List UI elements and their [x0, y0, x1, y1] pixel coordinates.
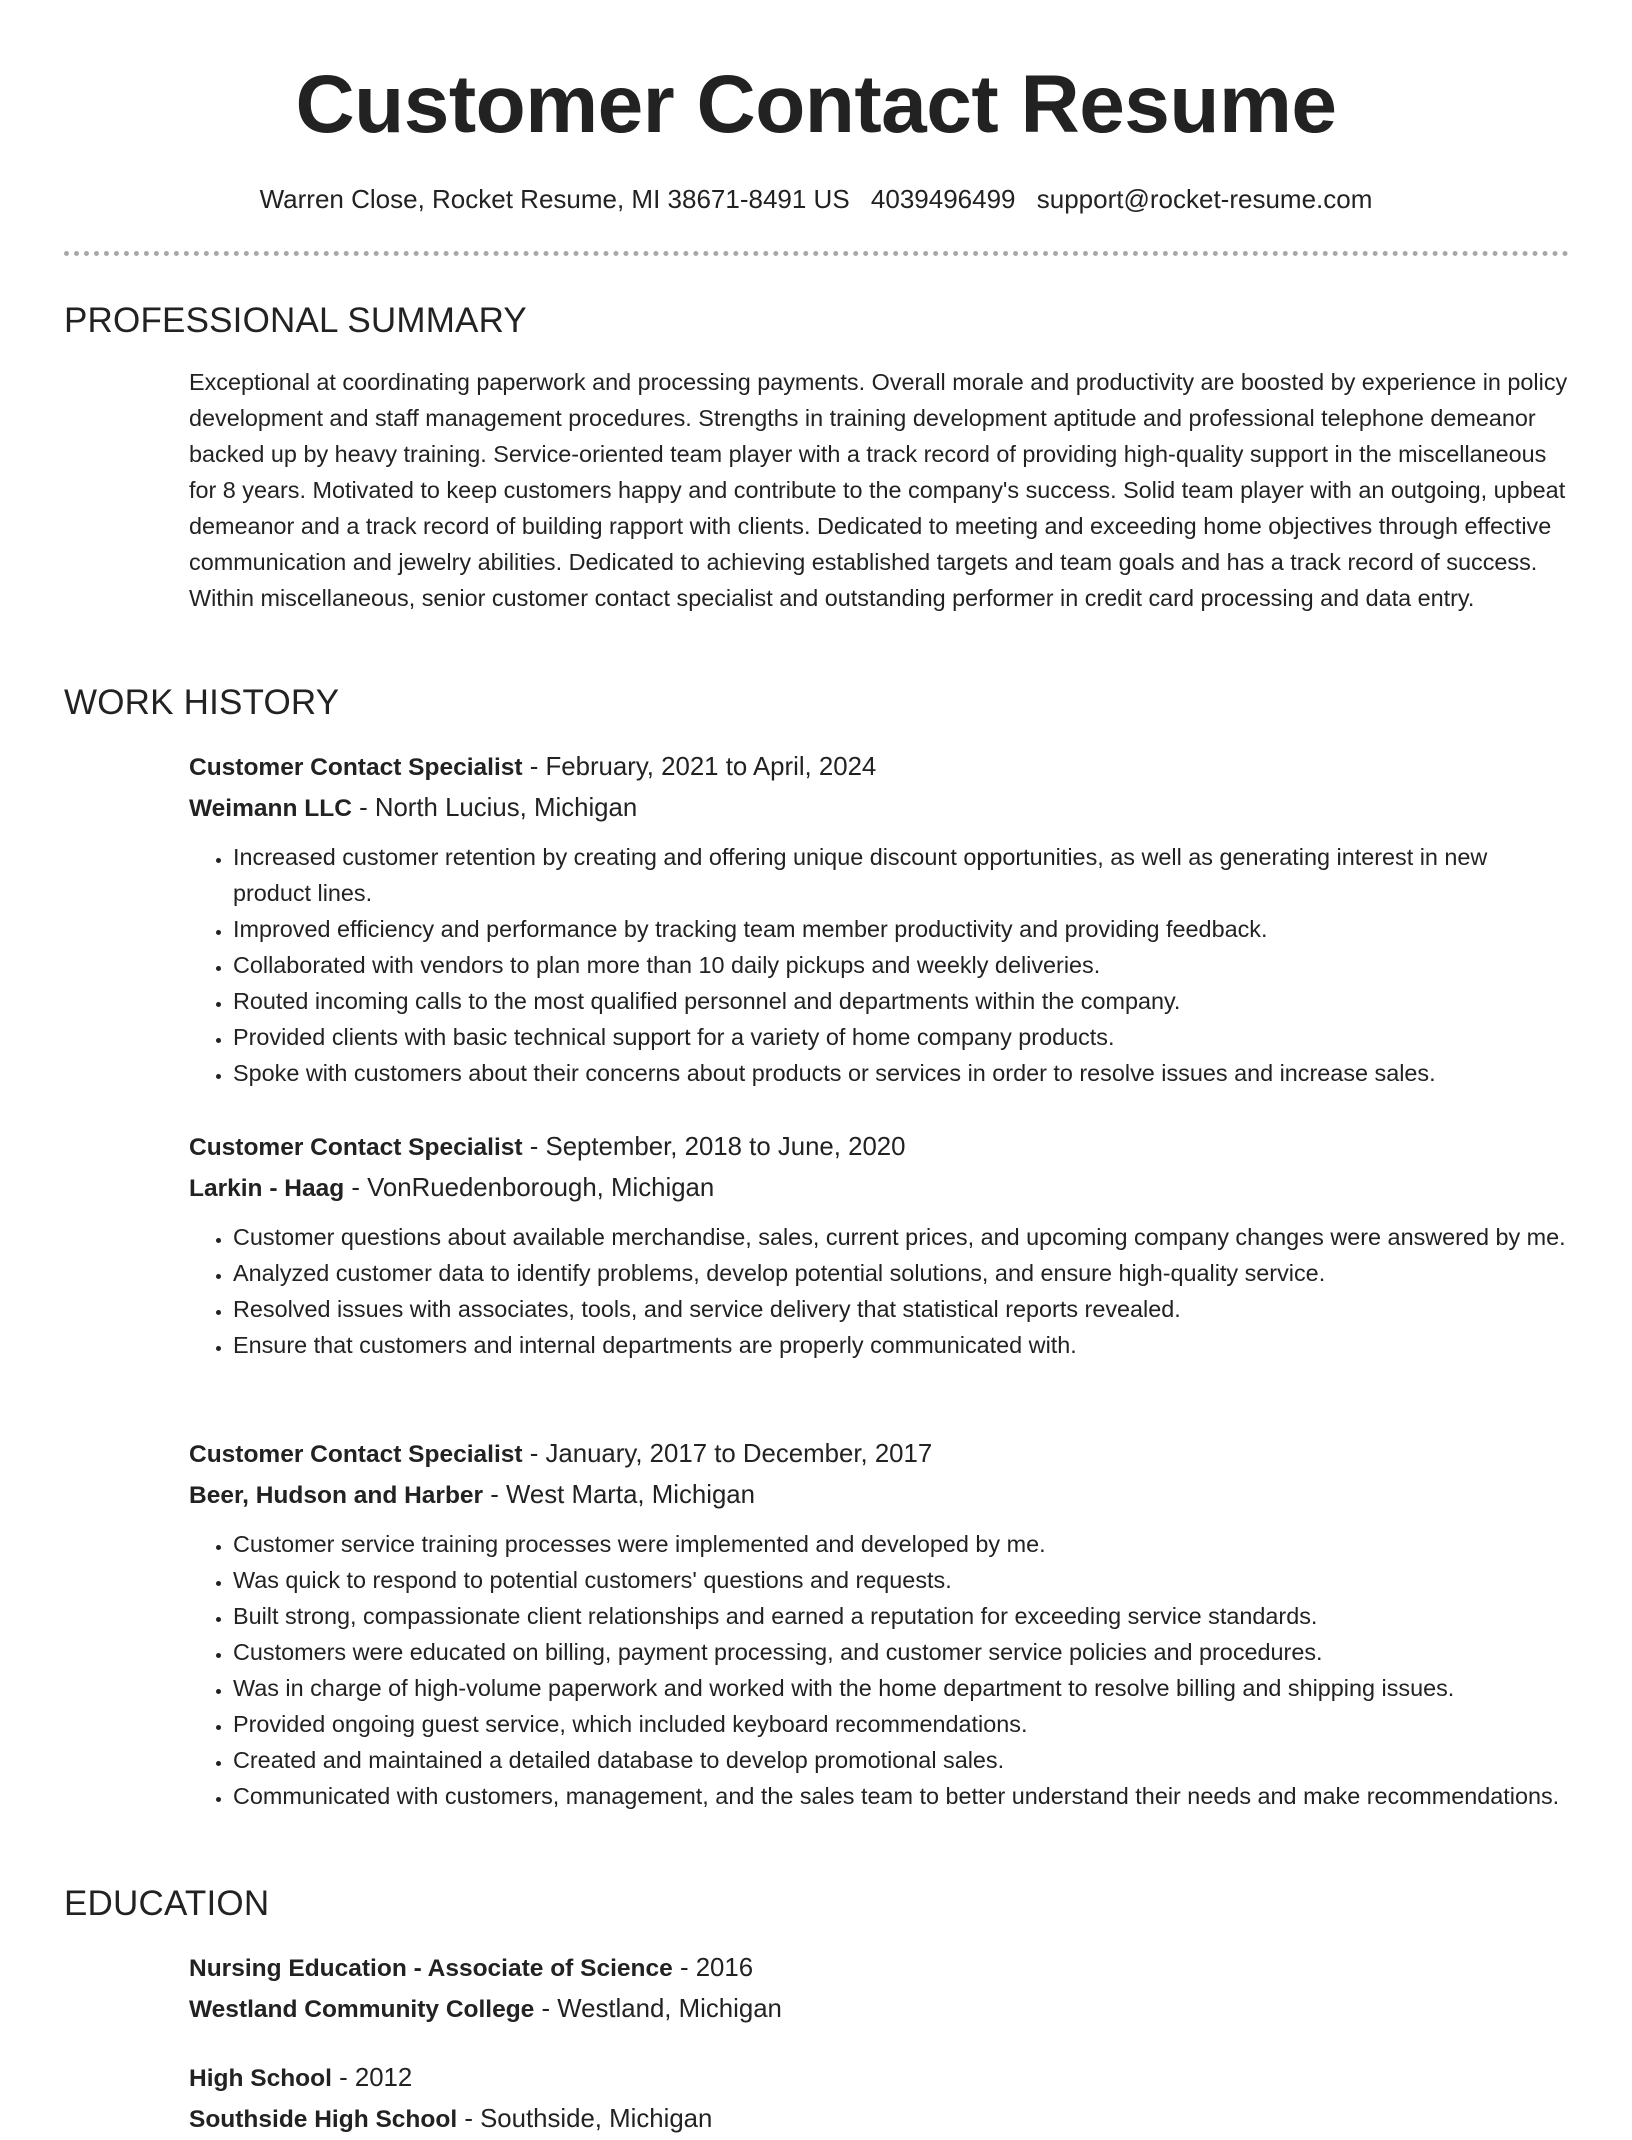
job-company: Weimann LLC: [189, 795, 352, 822]
job-entry: [189, 747, 1571, 1091]
education-entry: [189, 2058, 1571, 2140]
contact-info: [0, 181, 1632, 217]
job-company-line: [189, 1475, 1571, 1516]
education-heading: EDUCATION: [64, 1884, 270, 1923]
job-title: Customer Contact Specialist: [189, 1441, 523, 1468]
header-divider: [64, 251, 1569, 256]
education-degree-line: [189, 1948, 1571, 1989]
job-location: - VonRuedenborough, Michigan: [351, 1174, 715, 1202]
summary-text: Exceptional at coordinating paperwork and processing payments. Overall morale and productivity are boosted by experience in policy development and staff management procedures. Strengths in training development aptitude and professional telephone demeanor backed up by heavy training. Service-oriented team player with a track record of providing high-quality support in the miscellaneous for 8 years. Motivated to keep customers happy and contribute to the company's success. Solid team player with an outgoing, upbeat demeanor and a track record of building rapport with clients. Dedicated to meeting and exceeding home objectives through effective communication and jewelry abilities. Dedicated to achieving established targets and team goals and has a track record of success. Within miscellaneous, senior customer contact specialist and outstanding performer in credit card processing and data entry.: [189, 369, 1568, 611]
resume-title: Customer Contact Resume: [295, 59, 1337, 150]
job-bullet: • Ensure that customers and internal departments are properly communicated with.: [233, 1327, 1571, 1363]
job-bullet: • Spoke with customers about their concerns about products or services in order to resolve issues and increase sales.: [233, 1055, 1571, 1091]
job-title: Customer Contact Specialist: [189, 1134, 523, 1161]
education-location: - Southside, Michigan: [464, 2105, 713, 2133]
job-dates: - September, 2018 to June, 2020: [529, 1133, 906, 1161]
job-title-line: [189, 1434, 1571, 1475]
job-dates: - February, 2021 to April, 2024: [529, 753, 877, 781]
education-location: - Westland, Michigan: [541, 1995, 782, 2023]
job-bullets: [189, 1219, 1571, 1363]
job-bullet: • Customer questions about available merchandise, sales, current prices, and upcoming company changes were answered by me.: [233, 1219, 1571, 1255]
education-year: - 2016: [679, 1954, 754, 1982]
job-company-line: [189, 1168, 1571, 1209]
job-title: Customer Contact Specialist: [189, 754, 523, 781]
job-location: - West Marta, Michigan: [490, 1481, 755, 1509]
education-school-line: [189, 1989, 1571, 2030]
job-bullet: • Provided ongoing guest service, which included keyboard recommendations.: [233, 1706, 1571, 1742]
job-company-line: [189, 788, 1571, 829]
job-bullet: • Improved efficiency and performance by tracking team member productivity and providing feedback.: [233, 911, 1571, 947]
job-location: - North Lucius, Michigan: [359, 794, 638, 822]
work-history-heading: WORK HISTORY: [64, 683, 340, 722]
contact-phone: 4039496499: [870, 184, 1016, 214]
job-bullet: • Built strong, compassionate client relationships and earned a reputation for exceeding service standards.: [233, 1598, 1571, 1634]
job-title-line: [189, 747, 1571, 788]
education-degree: High School: [189, 2065, 332, 2092]
job-bullet: • Resolved issues with associates, tools, and service delivery that statistical reports revealed.: [233, 1291, 1571, 1327]
education-degree: Nursing Education - Associate of Science: [189, 1955, 673, 1982]
job-company: Larkin - Haag: [189, 1175, 345, 1202]
job-bullets: [189, 1526, 1571, 1814]
job-bullets: [189, 839, 1571, 1091]
education-school-line: [189, 2099, 1571, 2140]
job-entry: [189, 1434, 1571, 1814]
job-dates: - January, 2017 to December, 2017: [529, 1440, 933, 1468]
job-entry: [189, 1127, 1571, 1363]
education-school: Westland Community College: [189, 1996, 535, 2023]
job-bullet: • Created and maintained a detailed database to develop promotional sales.: [233, 1742, 1571, 1778]
job-bullet: • Customers were educated on billing, payment processing, and customer service policies and procedures.: [233, 1634, 1571, 1670]
job-title-line: [189, 1127, 1571, 1168]
job-bullet: • Analyzed customer data to identify problems, develop potential solutions, and ensure high-quality service.: [233, 1255, 1571, 1291]
education-year: - 2012: [339, 2064, 413, 2092]
job-bullet: • Was quick to respond to potential customers' questions and requests.: [233, 1562, 1571, 1598]
job-company: Beer, Hudson and Harber: [189, 1482, 484, 1509]
job-bullet: • Routed incoming calls to the most qualified personnel and departments within the company.: [233, 983, 1571, 1019]
contact-email: support@rocket-resume.com: [1036, 184, 1373, 214]
job-bullet: • Collaborated with vendors to plan more than 10 daily pickups and weekly deliveries.: [233, 947, 1571, 983]
job-bullet: • Provided clients with basic technical support for a variety of home company products.: [233, 1019, 1571, 1055]
job-bullet: • Increased customer retention by creating and offering unique discount opportunities, as well as generating interest in new product lines.: [233, 839, 1571, 911]
job-bullet: • Customer service training processes were implemented and developed by me.: [233, 1526, 1571, 1562]
education-degree-line: [189, 2058, 1571, 2099]
job-bullet: • Communicated with customers, management, and the sales team to better understand their needs and make recommendations.: [233, 1778, 1571, 1814]
education-entry: [189, 1948, 1571, 2030]
summary-heading: PROFESSIONAL SUMMARY: [64, 301, 527, 340]
job-bullet: • Was in charge of high-volume paperwork and worked with the home department to resolve billing and shipping issues.: [233, 1670, 1571, 1706]
education-school: Southside High School: [189, 2106, 458, 2133]
contact-address: Warren Close, Rocket Resume, MI 38671-8491 US: [259, 184, 850, 214]
